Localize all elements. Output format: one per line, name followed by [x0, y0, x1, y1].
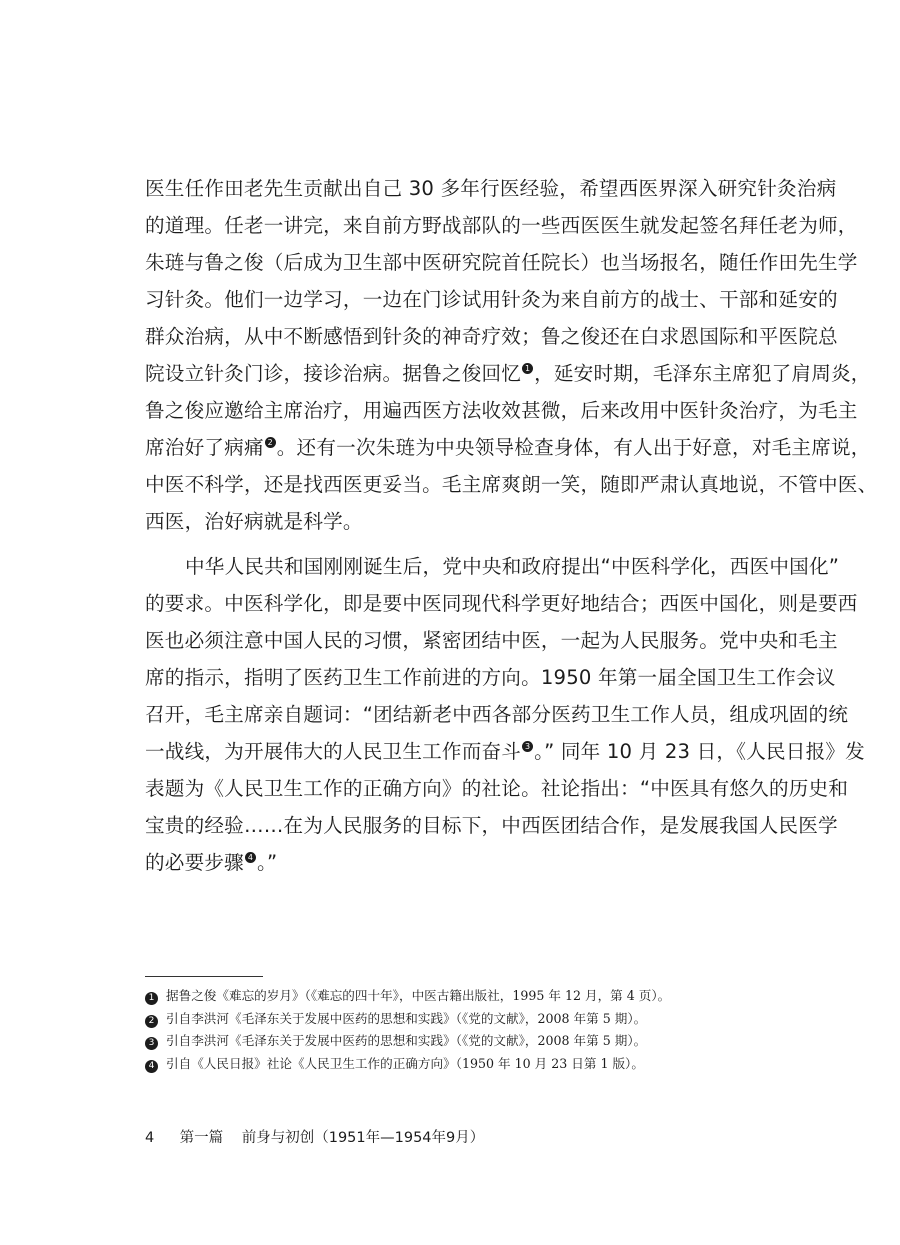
footnote-number-badge: 2	[145, 1015, 158, 1028]
text-line: 医也必须注意中国人民的习惯，紧密团结中医，一起为人民服务。党中央和毛主	[145, 629, 838, 652]
text-segment: 院设立针灸门诊，接诊治病。据鲁之俊回忆	[145, 362, 522, 385]
footnote-divider	[145, 976, 263, 977]
footnote-text: 引自《人民日报》社论《人民卫生工作的正确方向》（1950 年 10 月 23 日第 1 版）。	[166, 1055, 644, 1071]
text-line	[145, 355, 871, 392]
footnote-item	[145, 1053, 785, 1076]
footnote-number-badge: 3	[145, 1037, 158, 1050]
text-line: 习针灸。他们一边学习，一边在门诊试用针灸为来自前方的战士、干部和延安的	[145, 288, 838, 311]
text-segment: 的必要步骤	[145, 851, 244, 874]
paragraph-gap	[145, 540, 757, 548]
footnote-item	[145, 1008, 785, 1031]
text-line: 朱琏与鲁之俊（后成为卫生部中医研究院首任院长）也当场报名，随任作田先生学	[145, 251, 858, 274]
footnote-number-badge: 1	[145, 992, 158, 1005]
text-line: 群众治病，从中不断感悟到针灸的神奇疗效；鲁之俊还在白求恩国际和平医院总	[145, 325, 838, 348]
footnotes	[145, 985, 785, 1075]
text-line: 席的指示，指明了医药卫生工作前进的方向。1950 年第一届全国卫生工作会议	[145, 666, 836, 689]
footnote-text: 引自李洪河《毛泽东关于发展中医药的思想和实践》（《党的文献》，2008 年第 5 期）。	[166, 1033, 647, 1048]
footnote-item	[145, 985, 785, 1008]
section-title: 前身与初创（1951年—1954年9月）	[241, 1130, 485, 1146]
text-line: 中华人民共和国刚刚诞生后，党中央和政府提出“中医科学化，西医中国化”	[185, 555, 840, 578]
footnote-marker[interactable]: 3	[522, 741, 533, 752]
text-line: 的道理。任老一讲完，来自前方野战部队的一些西医医生就发起签名拜任老为师，	[145, 214, 858, 237]
footnote-marker[interactable]: 4	[245, 852, 256, 863]
footnote-text: 引自李洪河《毛泽东关于发展中医药的思想和实践》（《党的文献》，2008 年第 5 期）。	[166, 1010, 647, 1026]
part-label: 第一篇	[179, 1130, 224, 1146]
text-line: 宝贵的经验……在为人民服务的目标下，中西医团结合作，是发展我国人民医学	[145, 814, 838, 837]
text-line: 召开，毛主席亲自题词：“团结新老中西各部分医药卫生工作人员，组成巩固的统	[145, 703, 849, 726]
text-line	[145, 844, 757, 881]
body-text	[145, 170, 878, 881]
footnote-marker[interactable]: 2	[265, 437, 276, 448]
text-segment: ，延安时期，毛泽东主席犯了肩周炎，	[534, 362, 871, 385]
footnote-text: 据鲁之俊《难忘的岁月》（《难忘的四十年》，中医古籍出版社，1995 年 12 月，第 4 页）。	[166, 988, 671, 1003]
text-line	[145, 429, 871, 466]
page-number: 4	[145, 1130, 155, 1146]
text-line: 的要求。中医科学化，即是要中医同现代科学更好地结合；西医中国化，则是要西	[145, 592, 858, 615]
text-segment: 。” 同年 10 月 23 日，《人民日报》发	[534, 740, 865, 763]
text-line: 表题为《人民卫生工作的正确方向》的社论。社论指出：“中医具有悠久的历史和	[145, 777, 849, 800]
footnote-marker[interactable]: 1	[522, 363, 533, 374]
text-line: 西医，治好病就是科学。	[145, 510, 363, 533]
text-segment: 一战线，为开展伟大的人民卫生工作而奋斗	[145, 740, 522, 763]
text-segment: 。”	[256, 851, 278, 874]
text-line: 医生任作田老先生贡献出自己 30 多年行医经验，希望西医界深入研究针灸治病	[145, 177, 837, 200]
text-line: 鲁之俊应邀给主席治疗，用遍西医方法收效甚微，后来改用中医针灸治疗，为毛主	[145, 399, 858, 422]
footnote-item	[145, 1030, 785, 1053]
text-segment: 席治好了病痛	[145, 436, 264, 459]
text-line	[145, 733, 865, 770]
footnote-number-badge: 4	[145, 1060, 158, 1073]
text-segment: 。还有一次朱琏为中央领导检查身体，有人出于好意，对毛主席说，	[276, 436, 871, 459]
page-footer	[145, 1126, 484, 1147]
text-line: 中医不科学，还是找西医更妥当。毛主席爽朗一笑，随即严肃认真地说，不管中医、	[145, 473, 878, 496]
